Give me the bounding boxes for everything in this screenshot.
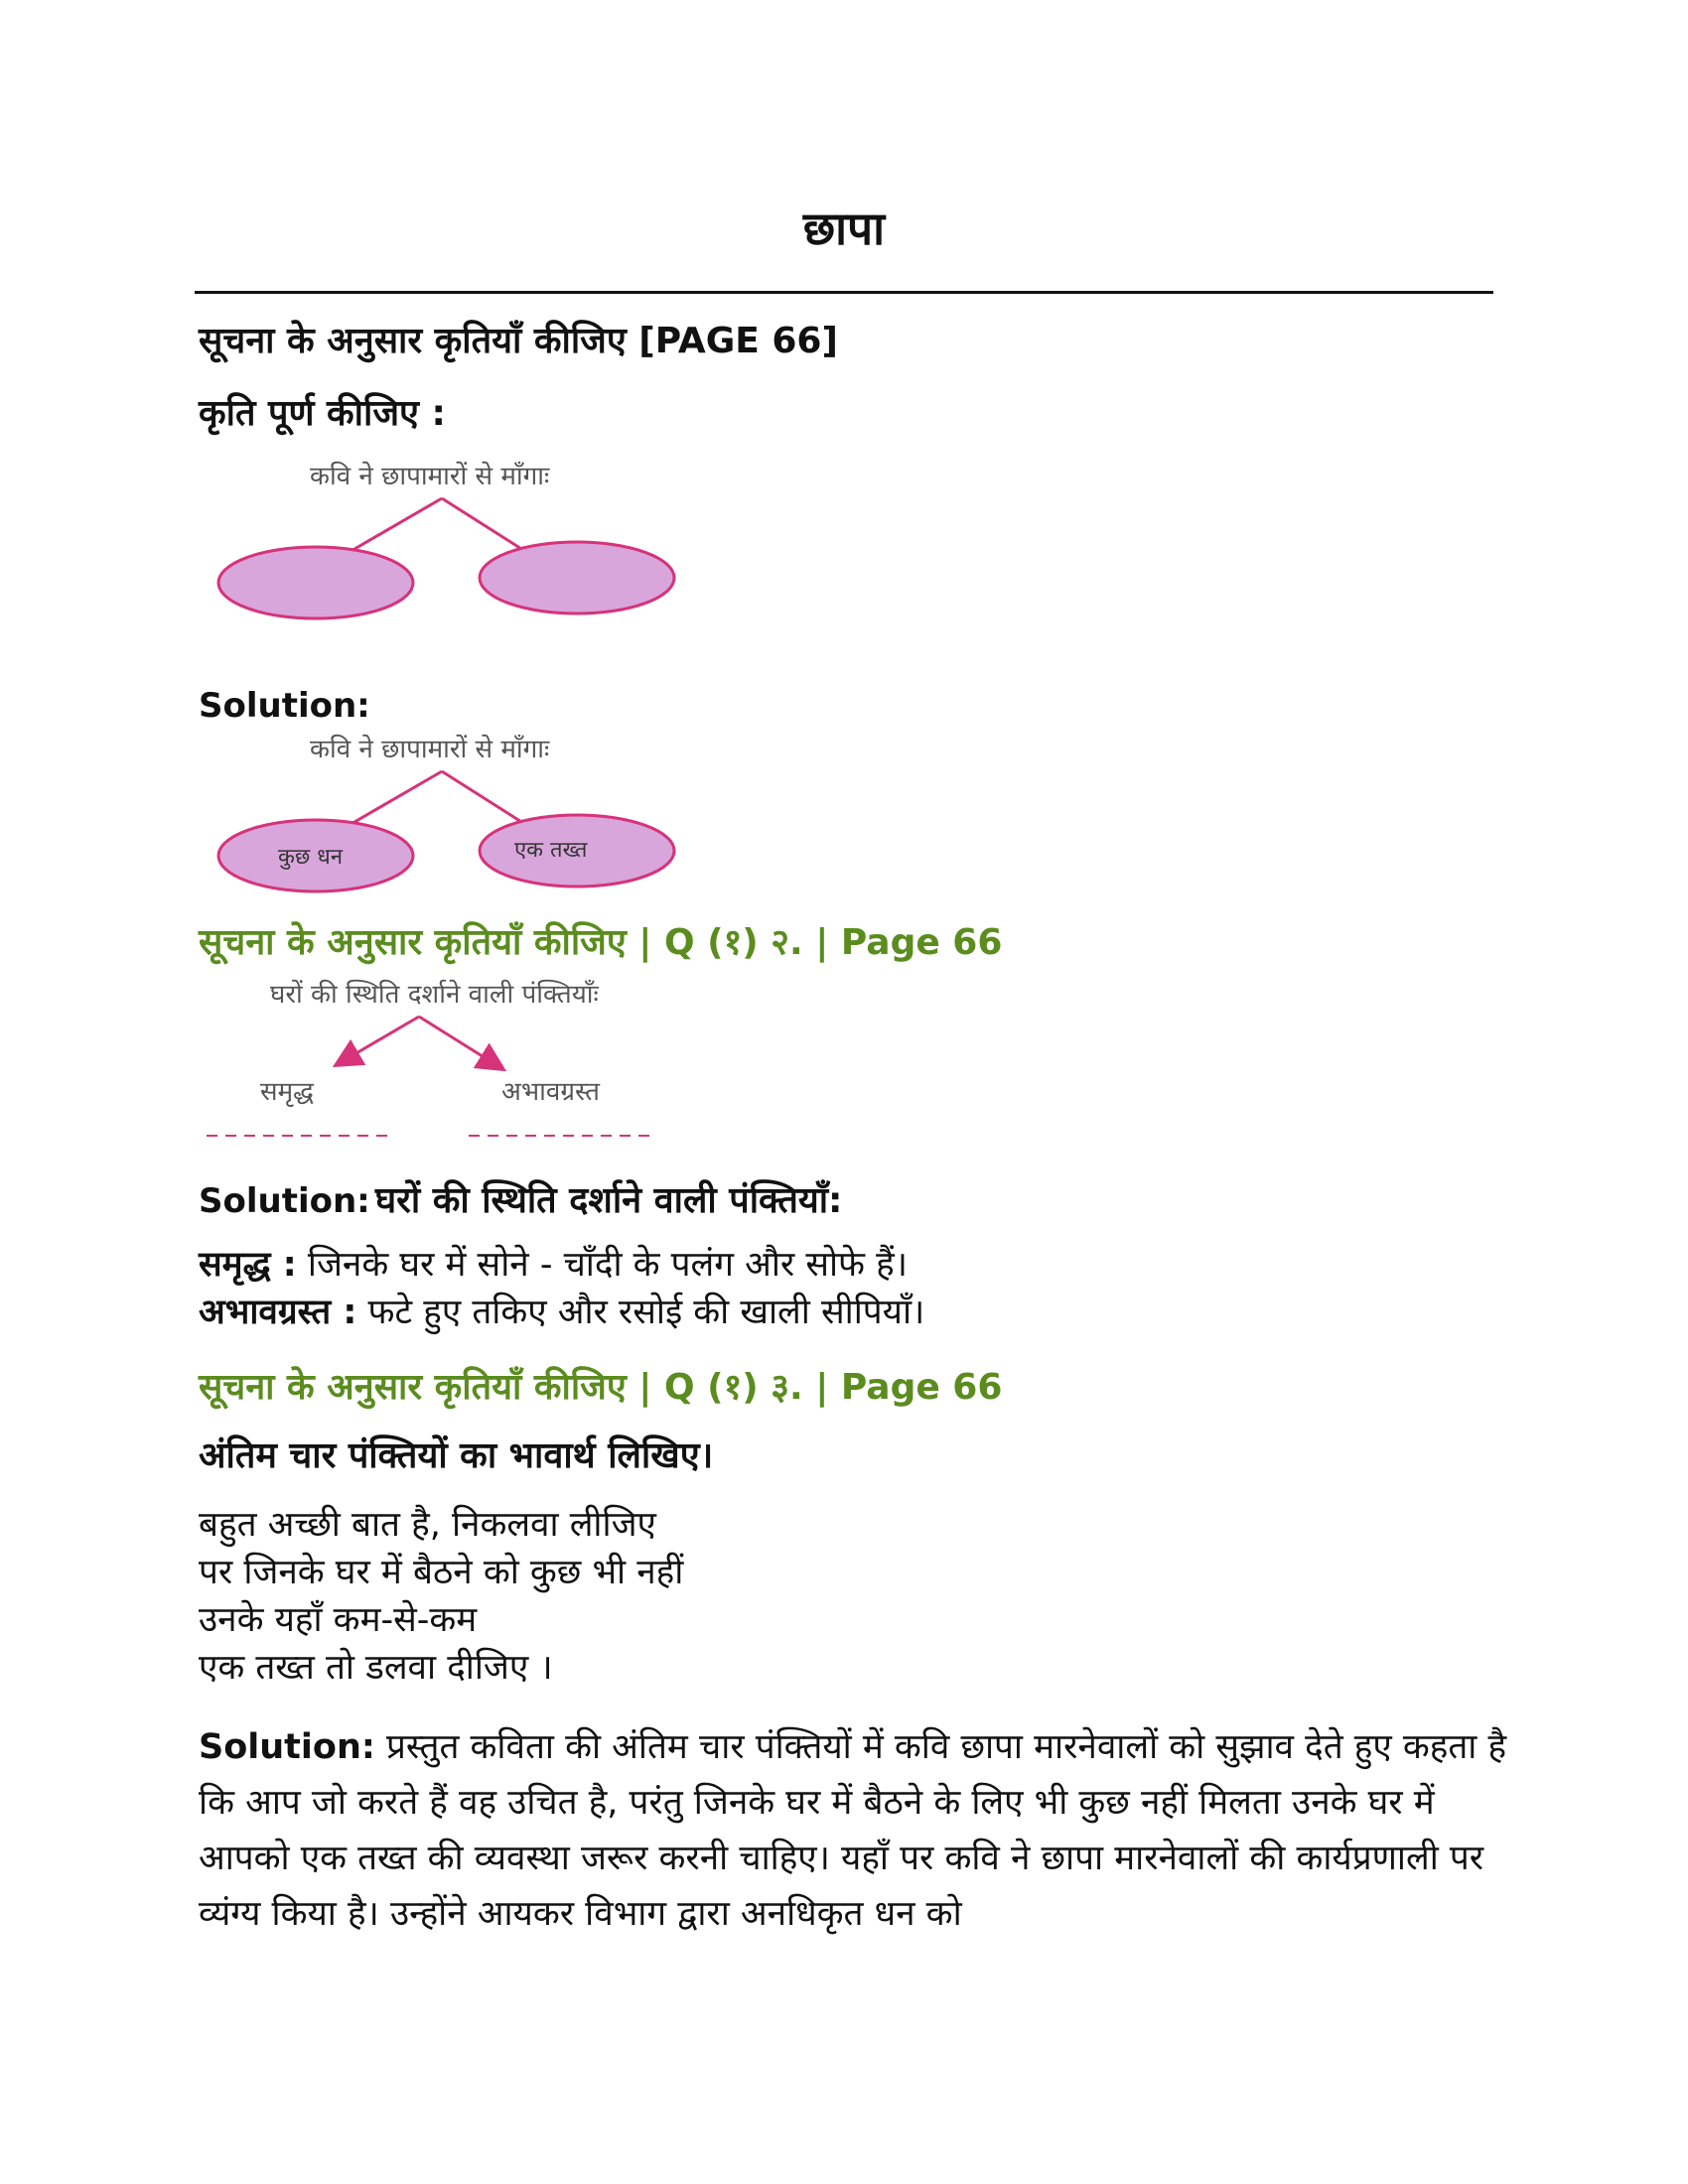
section2-heading: सूचना के अनुसार कृतियाँ कीजिए | Q (१) २. | Page 66 [199,922,1003,963]
solution1-label: Solution: [199,686,370,726]
line1-text: जिनके घर में सोने - चाँदी के पलंग और सोफे हैं। [307,1245,909,1285]
diagram-branch-right [442,771,526,825]
diagram-label: कवि ने छापामारों से माँगाः [310,735,550,764]
diagram-label: कवि ने छापामारों से माँगाः [310,462,550,491]
poem-line-2: पर जिनके घर में बैठने को कुछ भी नहीं [199,1553,684,1592]
solution2-heading: घरों की स्थिति दर्शाने वाली पंक्तियाँ: [374,1180,843,1221]
arrow-right [419,1017,501,1068]
solution3-paragraph [199,1719,1509,1942]
line2-text: फटे हुए तकिए और रसोई की खाली सीपियाँ। [367,1293,925,1332]
solution3-text: प्रस्तुत कविता की अंतिम चार पंक्तियों में कवि छापा मारनेवालों को सुझाव देते हुए कहता है कि आप जो करते हैं वह उचित है, परंतु जिनके घर में बैठने के लिए भी कुछ नहीं मिलता उनके घर में आपको एक तख्त की व्यवस्था जरूर करनी चाहिए। यहाँ पर कवि ने छापा मारनेवालों की कार्यप्रणाली पर व्यंग्य किया है। उन्होंने आयकर विभाग द्वारा अनधिकृत धन को [199,1727,1507,1934]
question1-diagram [199,457,695,625]
section1-heading: सूचना के अनुसार कृतियाँ कीजिए [PAGE 66] [199,321,838,361]
solution1-diagram [199,730,695,898]
section1-subheading: कृति पूर्ण कीजिए : [199,393,446,434]
solution2-line2 [199,1289,924,1336]
title-divider [195,291,1493,294]
diagram-branch-left [343,771,442,829]
empty-answer-right [480,542,674,614]
section3-subheading: अंतिम चार पंक्तियों का भावार्थ लिखिए। [199,1435,714,1476]
poem-line-4: एक तख्त तो डलवा दीजिए । [199,1648,553,1688]
question2-diagram [199,973,675,1147]
left-label: समृद्ध [260,1077,314,1107]
term-abhavgrast: अभावग्रस्त : [199,1293,357,1332]
diagram-branch-left [343,498,442,556]
answer-right-text: एक तख्त [514,838,588,863]
diagram-label: घरों की स्थिति दर्शाने वाली पंक्तियाँः [270,980,599,1010]
arrow-left [338,1017,419,1064]
page-title: छापा [802,202,886,255]
solution2-heading-row [199,1177,842,1225]
solution2-label: Solution: [199,1181,370,1221]
section3-heading: सूचना के अनुसार कृतियाँ कीजिए | Q (१) ३. | Page 66 [199,1367,1003,1408]
answer-left-text: कुछ धन [278,845,344,870]
poem-line-1: बहुत अच्छी बात है, निकलवा लीजिए [199,1505,656,1545]
term-samriddh: समृद्ध : [199,1245,297,1285]
solution3-label: Solution: [199,1727,375,1767]
poem-line-3: उनके यहाँ कम-से-कम [199,1600,478,1640]
diagram-branch-right [442,498,526,552]
right-label: अभावग्रस्त [501,1077,600,1107]
solution2-line1 [199,1241,908,1289]
empty-answer-left [218,547,413,618]
